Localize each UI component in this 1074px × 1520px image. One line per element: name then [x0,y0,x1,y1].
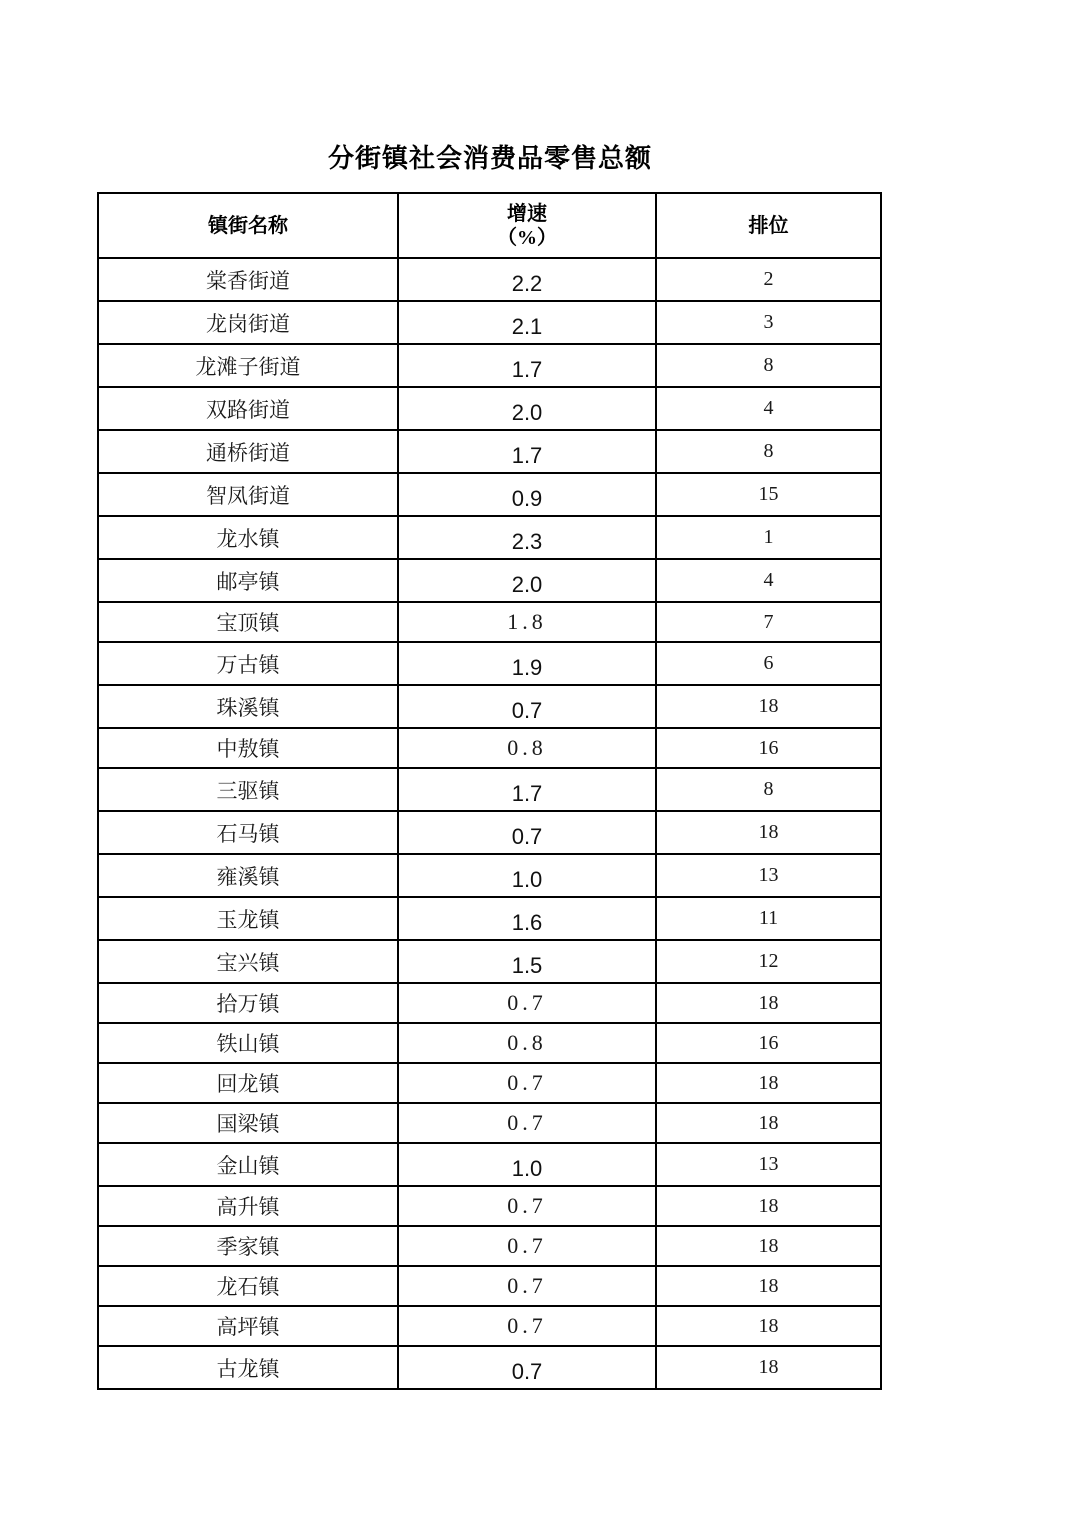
growth-rate-cell: 1.8 [398,602,656,642]
table-row [98,258,881,301]
town-name-cell: 金山镇 [98,1143,398,1186]
town-name-cell: 珠溪镇 [98,685,398,728]
growth-rate-cell: 2.0 [398,559,656,602]
growth-rate-cell: 1.9 [398,642,656,685]
table-row [98,811,881,854]
growth-rate-cell: 0.7 [398,685,656,728]
rank-cell: 18 [656,1226,881,1266]
town-name-cell: 石马镇 [98,811,398,854]
rank-cell: 3 [656,301,881,344]
growth-rate-cell: 2.1 [398,301,656,344]
table-body [98,258,881,1389]
town-name-cell: 雍溪镇 [98,854,398,897]
table-row [98,1266,881,1306]
town-name-cell: 铁山镇 [98,1023,398,1063]
growth-rate-cell: 2.0 [398,387,656,430]
growth-rate-cell: 1.0 [398,1143,656,1186]
town-name-cell: 玉龙镇 [98,897,398,940]
town-name-cell: 龙滩子街道 [98,344,398,387]
rank-cell: 18 [656,1306,881,1346]
table-row [98,559,881,602]
table-row [98,1346,881,1389]
town-name-cell: 邮亭镇 [98,559,398,602]
table-row [98,642,881,685]
town-name-cell: 国梁镇 [98,1103,398,1143]
rank-cell: 2 [656,258,881,301]
table-row [98,344,881,387]
growth-rate-cell: 1.7 [398,344,656,387]
table-row [98,768,881,811]
rank-cell: 15 [656,473,881,516]
table-row [98,1143,881,1186]
growth-rate-cell: 1.5 [398,940,656,983]
town-name-cell: 高坪镇 [98,1306,398,1346]
growth-rate-cell: 0.8 [398,728,656,768]
town-name-cell: 季家镇 [98,1226,398,1266]
growth-rate-cell: 0.7 [398,983,656,1023]
table-row [98,1226,881,1266]
rank-cell: 8 [656,768,881,811]
town-name-cell: 双路街道 [98,387,398,430]
table-header [98,193,881,258]
rank-cell: 18 [656,1266,881,1306]
rank-cell: 8 [656,430,881,473]
table-row [98,1186,881,1226]
town-name-cell: 回龙镇 [98,1063,398,1103]
header-rank: 排位 [656,193,881,258]
rank-cell: 13 [656,854,881,897]
growth-rate-cell: 2.3 [398,516,656,559]
growth-rate-cell: 1.6 [398,897,656,940]
header-growth-label: 增速 [507,202,547,225]
table-row [98,516,881,559]
table-row [98,473,881,516]
growth-rate-cell: 0.7 [398,1226,656,1266]
town-name-cell: 龙石镇 [98,1266,398,1306]
growth-rate-cell: 2.2 [398,258,656,301]
growth-rate-cell: 0.7 [398,1266,656,1306]
town-name-cell: 智凤街道 [98,473,398,516]
growth-rate-cell: 0.7 [398,1103,656,1143]
town-name-cell: 三驱镇 [98,768,398,811]
table-row [98,685,881,728]
rank-cell: 12 [656,940,881,983]
retail-sales-table [97,192,882,1390]
town-name-cell: 通桥街道 [98,430,398,473]
header-row [98,193,881,258]
table-row [98,1306,881,1346]
table-row [98,940,881,983]
table-row [98,854,881,897]
table-row [98,387,881,430]
growth-rate-cell: 1.7 [398,768,656,811]
town-name-cell: 龙岗街道 [98,301,398,344]
rank-cell: 16 [656,728,881,768]
growth-rate-cell: 0.7 [398,811,656,854]
rank-cell: 18 [656,685,881,728]
rank-cell: 18 [656,1063,881,1103]
rank-cell: 11 [656,897,881,940]
rank-cell: 8 [656,344,881,387]
rank-cell: 13 [656,1143,881,1186]
rank-cell: 1 [656,516,881,559]
rank-cell: 4 [656,387,881,430]
table-row [98,1063,881,1103]
town-name-cell: 拾万镇 [98,983,398,1023]
growth-rate-cell: 0.8 [398,1023,656,1063]
growth-rate-cell: 0.7 [398,1063,656,1103]
table-row [98,602,881,642]
document-content [97,146,883,1390]
growth-rate-cell: 0.9 [398,473,656,516]
table-row [98,897,881,940]
rank-cell: 4 [656,559,881,602]
town-name-cell: 宝顶镇 [98,602,398,642]
town-name-cell: 万古镇 [98,642,398,685]
growth-rate-cell: 1.7 [398,430,656,473]
rank-cell: 18 [656,1186,881,1226]
growth-rate-cell: 0.7 [398,1346,656,1389]
header-growth-unit: （%） [497,226,557,249]
rank-cell: 18 [656,1346,881,1389]
town-name-cell: 宝兴镇 [98,940,398,983]
rank-cell: 7 [656,602,881,642]
town-name-cell: 古龙镇 [98,1346,398,1389]
table-row [98,430,881,473]
table-row [98,301,881,344]
table-row [98,1023,881,1063]
header-growth-rate [398,193,656,258]
growth-rate-cell: 1.0 [398,854,656,897]
growth-rate-cell: 0.7 [398,1306,656,1346]
town-name-cell: 高升镇 [98,1186,398,1226]
table-row [98,728,881,768]
town-name-cell: 棠香街道 [98,258,398,301]
rank-cell: 6 [656,642,881,685]
growth-rate-cell: 0.7 [398,1186,656,1226]
rank-cell: 18 [656,1103,881,1143]
header-town-name: 镇街名称 [98,193,398,258]
rank-cell: 16 [656,1023,881,1063]
page-title: 分街镇社会消费品零售总额 [327,144,652,173]
town-name-cell: 龙水镇 [98,516,398,559]
town-name-cell: 中敖镇 [98,728,398,768]
rank-cell: 18 [656,983,881,1023]
table-row [98,983,881,1023]
rank-cell: 18 [656,811,881,854]
table-row [98,1103,881,1143]
